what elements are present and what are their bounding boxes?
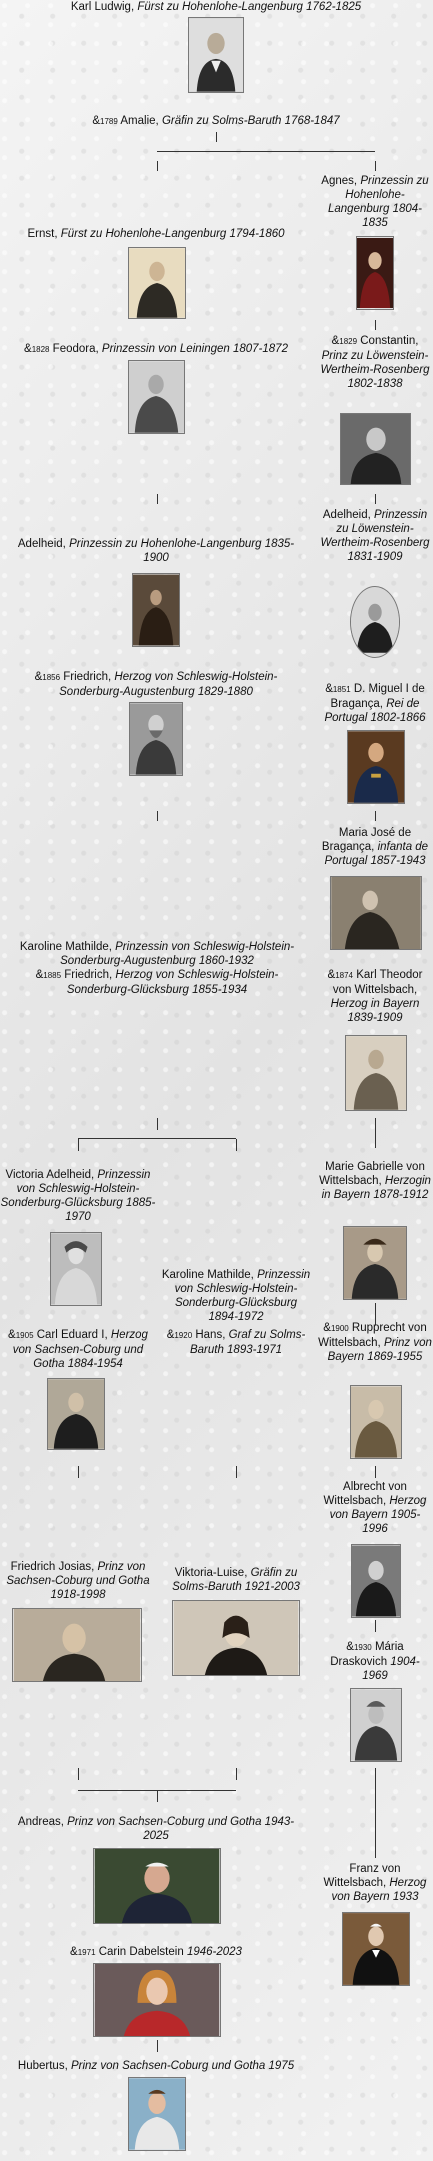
marriage-year: 1789 [100,117,118,126]
person-title: Fürst zu Hohenlohe-Langenburg 1762-1825 [137,1,362,13]
marriage-symbol: & [24,343,32,355]
person-adelheid-hohenlohe[interactable] [10,537,302,565]
portrait-franz [342,1912,410,1986]
connector-line [236,1768,237,1780]
person-hans[interactable] [160,1328,312,1357]
person-title: Herzogin in Bayern 1878-1912 [321,1175,431,1201]
marriage-year: 1856 [42,673,61,682]
connector-line [216,132,217,142]
connector-line [157,2040,158,2052]
person-name: Marie Gabrielle von Wittelsbach, [319,1161,425,1187]
marriage-symbol: & [327,969,336,981]
portrait-andreas [93,1848,221,1924]
person-name: Hans, [192,1329,226,1341]
person-karoline-mathilde-gluecksburg[interactable] [160,1268,312,1324]
person-marie-gabrielle[interactable] [318,1160,432,1202]
marriage-year: 1971 [77,1948,96,1957]
connector-line [78,1768,79,1780]
person-name: Friedrich, [60,671,112,683]
person-title: Gräfin zu Solms-Baruth 1768-1847 [161,115,340,127]
person-name: D. Miguel I de Bragança, [330,683,425,710]
marriage-symbol: & [92,115,101,127]
person-name: Mária Draskovich [330,1641,404,1668]
person-title: Prinz zu Löwenstein-Wertheim-Rosenberg 1802-1838 [320,350,430,390]
portrait-hubertus [128,2077,186,2151]
person-name: Friedrich, [61,969,113,981]
person-title: Gräfin zu Solms-Baruth 1921-2003 [172,1567,300,1593]
person-name: Albrecht von Wittelsbach, [323,1481,407,1507]
person-title: Prinz von Sachsen-Coburg und Gotha 1975 [70,2060,295,2072]
person-maria-draskovich[interactable] [318,1640,432,1683]
person-title: Prinzessin von Schleswig-Holstein-Sonderburg-Augustenburg 1860-1932 [60,941,295,967]
person-title: Prinzessin zu Löwenstein-Wertheim-Rosenberg 1831-1909 [320,509,430,563]
person-rupprecht[interactable] [318,1321,432,1364]
portrait-rupprecht [350,1385,402,1459]
portrait-agnes [356,236,394,310]
marriage-year: 1920 [174,1331,193,1340]
connector-line [375,1118,376,1148]
portrait-feodora [128,360,185,434]
person-name: Carin Dabelstein [95,1946,184,1958]
marriage-year: 1905 [15,1331,34,1340]
connector-line [375,494,376,504]
portrait-friedrich-josias [12,1608,142,1682]
marriage-year: 1828 [31,345,50,354]
marriage-year: 1851 [332,685,351,694]
portrait-carin [93,1963,221,2037]
person-andreas[interactable] [10,1815,302,1843]
marriage-symbol: & [8,1329,16,1341]
marriage-year: 1885 [43,971,62,980]
person-title: infanta de Portugal 1857-1943 [324,841,429,867]
connector-line [236,1466,237,1478]
person-feodora[interactable] [10,342,302,357]
connector-line [157,151,375,152]
person-title: Herzog von Schleswig-Holstein-Sonderburg-Glücksburg 1855-1934 [66,969,279,996]
portrait-karl-theodor [345,1035,407,1111]
portrait-viktoria-luise [172,1600,300,1676]
person-name: Amalie, [117,115,159,127]
connector-line [375,811,376,821]
connector-line [78,1138,236,1139]
portrait-miguel [347,730,405,804]
person-friedrich-josias[interactable] [0,1560,156,1602]
marriage-symbol: & [323,1322,331,1334]
portrait-marie-gabrielle [343,1226,407,1300]
person-title: Prinz von Sachsen-Coburg und Gotha 1943-2025 [67,1816,295,1842]
marriage-symbol: & [346,1641,354,1653]
person-name: Agnes, [321,175,358,187]
person-title: Herzog von Bayern 1933 [331,1877,427,1903]
person-title: Prinzessin von Leiningen 1807-1872 [101,343,288,355]
person-agnes[interactable] [318,174,432,230]
person-title: Rei de Portugal 1802-1866 [324,698,426,724]
marriage-year: 1930 [353,1643,372,1652]
marriage-year: 1900 [330,1324,349,1333]
marriage-symbol: & [70,1946,78,1958]
person-name: Adelheid, [322,509,371,521]
connector-line [157,1790,158,1802]
person-name: Victoria Adelheid, [5,1169,95,1181]
person-amalie[interactable] [60,114,372,129]
person-name: Karoline Mathilde, [161,1269,254,1281]
person-hubertus[interactable] [10,2059,302,2073]
marriage-symbol: & [331,335,340,347]
connector-line [375,320,376,330]
person-viktoria-luise[interactable] [160,1566,312,1594]
person-title: Prinzessin von Schleswig-Holstein-Sonderburg-Glücksburg 1894-1972 [174,1269,311,1323]
connector-line [157,1118,158,1130]
person-title: Prinz von Bayern 1869-1955 [327,1337,432,1363]
person-maria-jose[interactable] [318,826,432,868]
person-title: Prinz von Sachsen-Coburg und Gotha 1918-1998 [6,1561,150,1601]
marriage-symbol: & [325,683,333,695]
person-name: Constantin, [357,335,419,347]
person-name: Rupprecht von Wittelsbach, [318,1322,427,1349]
person-karoline-mathilde[interactable] [8,940,306,968]
portrait-carl-eduard [47,1378,105,1450]
person-name: Viktoria-Luise, [174,1567,248,1579]
portrait-constantin [340,413,411,485]
person-name: Hubertus, [17,2060,68,2072]
person-title: Herzog in Bayern 1839-1909 [330,998,420,1024]
person-title: Herzog von Schleswig-Holstein-Sonderburg-Augustenburg 1829-1880 [59,671,278,698]
portrait-ernst [128,247,186,319]
marriage-symbol: & [166,1329,175,1341]
person-name: Ernst, [27,228,58,240]
portrait-victoria-adelheid [50,1232,102,1306]
person-title: 1904-1969 [362,1656,420,1682]
person-carl-eduard[interactable] [0,1328,156,1371]
portrait-maria-draskovich [350,1688,402,1762]
connector-line [157,161,158,171]
connector-line [375,1768,376,1858]
person-title: Prinzessin zu Hohenlohe-Langenburg 1835-1900 [69,538,295,564]
person-name: Feodora, [49,343,99,355]
person-name: Karl Ludwig, [70,1,135,13]
marriage-year: 1874 [335,971,353,980]
person-name: Carl Eduard I, [33,1329,108,1341]
person-title: Herzog von Bayern 1905-1996 [329,1495,427,1535]
person-name: Karl Theodor von Wittelsbach, [332,969,423,996]
marriage-symbol: & [35,969,44,981]
connector-line [375,1620,376,1632]
marriage-year: 1829 [339,337,358,346]
person-name: Andreas, [17,1816,64,1828]
person-title: Prinzessin zu Hohenlohe-Langenburg 1804-1835 [328,175,429,229]
person-albrecht[interactable] [318,1480,432,1536]
person-name: Karoline Mathilde, [19,941,112,953]
person-karl-theodor[interactable] [318,968,432,1025]
portrait-friedrich-augustenburg [129,702,183,776]
portrait-albrecht [351,1544,401,1618]
person-name: Maria José de Bragança, [321,827,412,853]
person-karl-ludwig[interactable] [40,0,392,14]
person-title: Prinzessin von Schleswig-Holstein-Sonderburg-Glücksburg 1885-1970 [0,1169,156,1223]
person-ernst[interactable] [10,227,302,241]
person-franz[interactable] [318,1862,432,1904]
connector-line [78,1466,79,1478]
person-adelheid-loewenstein[interactable] [318,508,432,564]
connector-line [375,1466,376,1478]
person-title: Fürst zu Hohenlohe-Langenburg 1794-1860 [60,228,285,240]
person-title: 1946-2023 [186,1946,242,1958]
person-name: Adelheid, [17,538,66,550]
connector-line [236,1139,237,1151]
person-name: Friedrich Josias, [10,1561,95,1573]
portrait-adelheid-loewenstein [350,586,400,658]
connector-line [375,161,376,171]
connector-line [157,494,158,504]
person-carin[interactable] [10,1945,302,1960]
person-victoria-adelheid[interactable] [0,1168,156,1224]
portrait-maria-jose [330,876,422,950]
connector-line [78,1139,79,1151]
person-friedrich-gluecksburg[interactable] [8,968,306,997]
connector-line [157,811,158,821]
person-title: Graf zu Solms-Baruth 1893-1971 [189,1329,306,1356]
portrait-karl-ludwig [188,17,244,93]
portrait-adelheid-hohenlohe [132,573,180,647]
marriage-symbol: & [34,671,43,683]
person-miguel[interactable] [318,682,432,725]
person-constantin[interactable] [318,334,432,391]
person-name: Franz von Wittelsbach, [323,1863,401,1889]
person-friedrich-augustenburg[interactable] [10,670,302,699]
person-title: Herzog von Sachsen-Coburg und Gotha 1884-1954 [12,1329,148,1370]
